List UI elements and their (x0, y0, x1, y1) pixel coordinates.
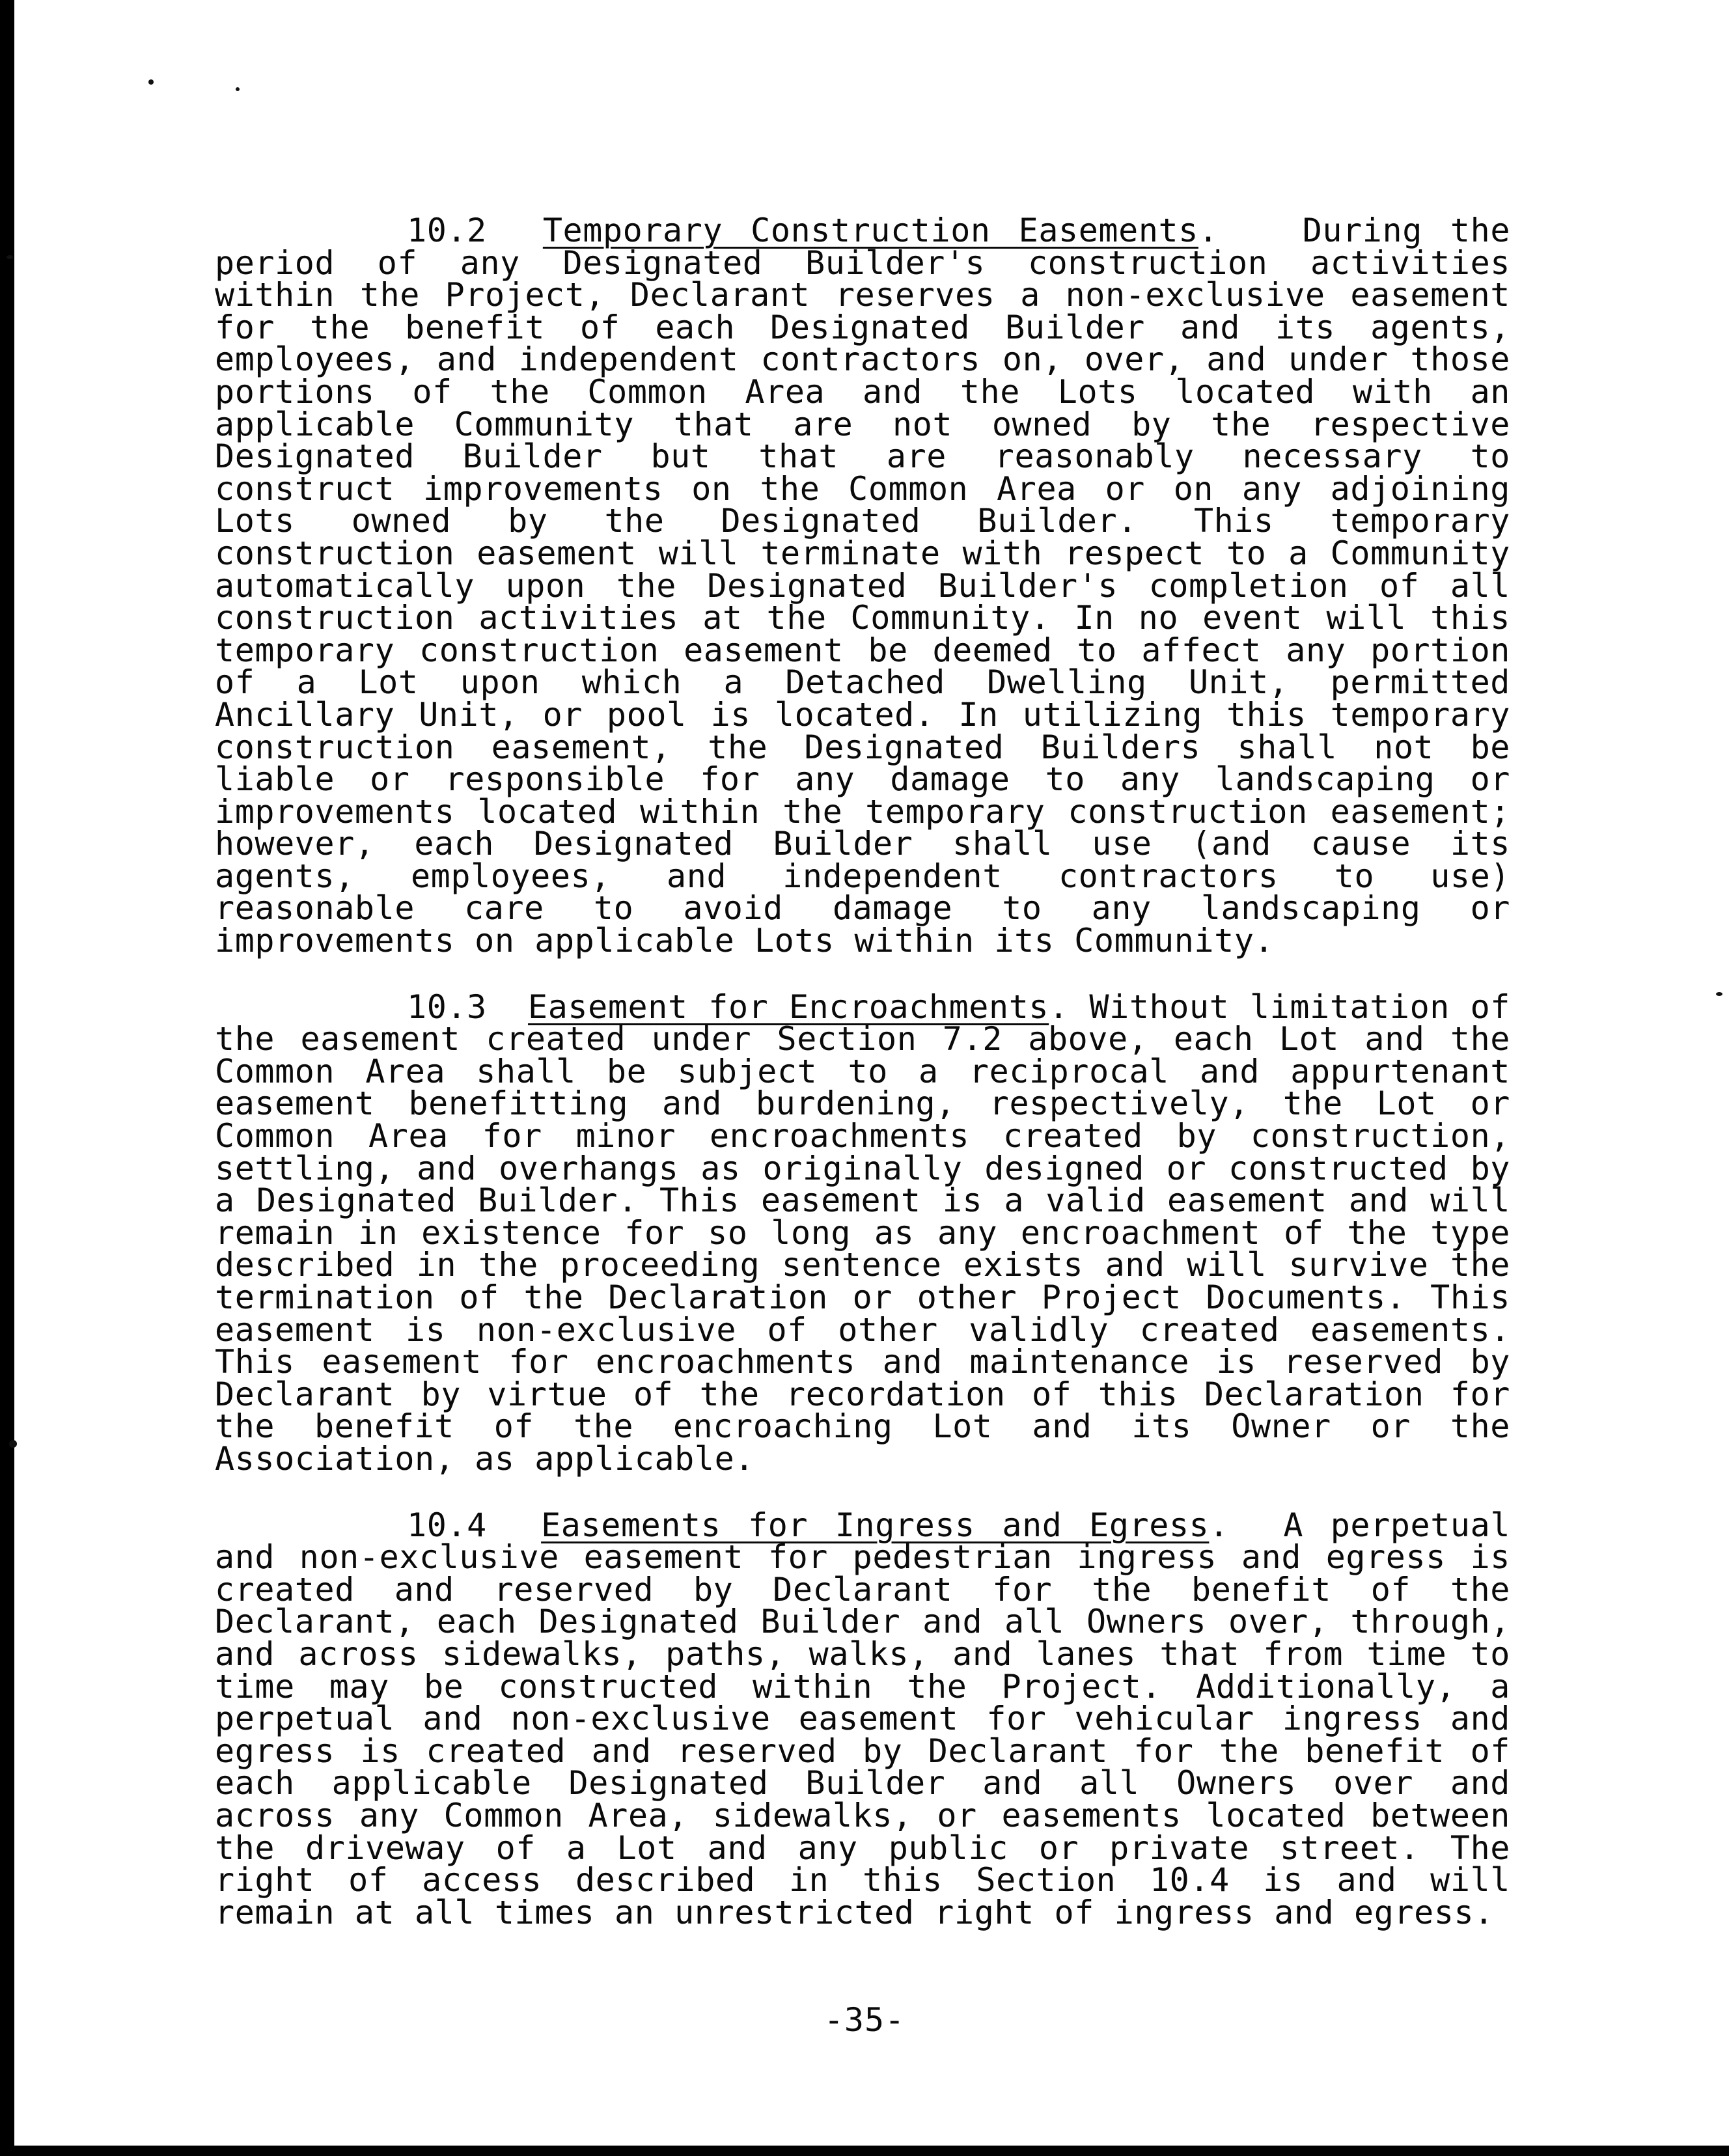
scan-speck (1716, 992, 1722, 996)
scan-speck (9, 1440, 17, 1448)
page-number: -35- (823, 2001, 906, 2039)
section-10-3 (215, 988, 1510, 1478)
scan-edge-bottom (0, 2146, 1729, 2156)
heading-period: . (1209, 1506, 1230, 1544)
document-page (215, 212, 1511, 1931)
section-heading: Temporary Construction Easements (542, 212, 1198, 249)
heading-period: . (1198, 212, 1219, 249)
scan-speck (148, 79, 154, 85)
heading-period: . (1049, 988, 1069, 1026)
section-number: 10.2 (407, 212, 487, 249)
scan-edge-left (0, 0, 14, 2156)
section-heading: Easement for Encroachments (528, 988, 1049, 1026)
scan-speck (236, 87, 240, 91)
scan-speck (7, 255, 13, 259)
section-body: Without limitation of the easement created under Section 7.2 above, each Lot and the Common Area shall be subject to a reciprocal and appurtenant easement benefitting and burdening, respectively, the Lot or Common Area for minor encroachments created by construction, settling, and overhangs as originally designed or constructed by a Designated Builder. This easement is a valid easement and will remain in existence for so long as any encroachment of the type described in the proceeding sentence exists and will survive the termination of the Declaration or other Project Documents. This easement is non-exclusive of other validly created easements. This easement for encroachments and maintenance is reserved by Declarant by virtue of the recordation of this Declaration for the benefit of the encroaching Lot and its Owner or the Association, as applicable. (215, 988, 1510, 1478)
section-body: A perpetual and non-exclusive easement for pedestrian ingress and egress is created and reserved by Declarant for the benefit of the Declarant, each Designated Builder and all Owners over, through, and across sidewalks, paths, walks, and lanes that from time to time may be constructed within the Project. Additionally, a perpetual and non-exclusive easement for vehicular ingress and egress is created and reserved by Declarant for the benefit of each applicable Designated Builder and all Owners over and across any Common Area, sidewalks, or easements located between the driveway of a Lot and any public or private street. The right of access described in this Section 10.4 is and will remain at all times an unrestricted right of ingress and egress. (215, 1506, 1511, 1931)
section-10-4 (215, 1506, 1511, 1931)
section-10-2 (215, 212, 1511, 960)
section-heading: Easements for Ingress and Egress (541, 1506, 1210, 1544)
section-number: 10.4 (407, 1506, 487, 1544)
section-body: During the period of any Designated Builder's construction activities within the Project, Declarant reserves a non-exclusive easement for the benefit of each Designated Builder and its agents, employees, and independent contractors on, over, and under those portions of the Common Area and the Lots located with an applicable Community that are not owned by the respective Designated Builder but that are reasonably necessary to construct improvements on the Common Area or on any adjoining Lots owned by the Designated Builder. This temporary construction easement will terminate with respect to a Community automatically upon the Designated Builder's completion of all construction activities at the Community. In no event will this temporary construction easement be deemed to affect any portion of a Lot upon which a Detached Dwelling Unit, permitted Ancillary Unit, or pool is located. In utilizing this temporary construction easement, the Designated Builders shall not be liable or responsible for any damage to any landscaping or improvements located within the temporary construction easement; however, each Designated Builder shall use (and cause its agents, employees, and independent contractors to use) reasonable care to avoid damage to any landscaping or improvements on applicable Lots within its Community. (215, 212, 1511, 960)
section-number: 10.3 (407, 988, 487, 1026)
